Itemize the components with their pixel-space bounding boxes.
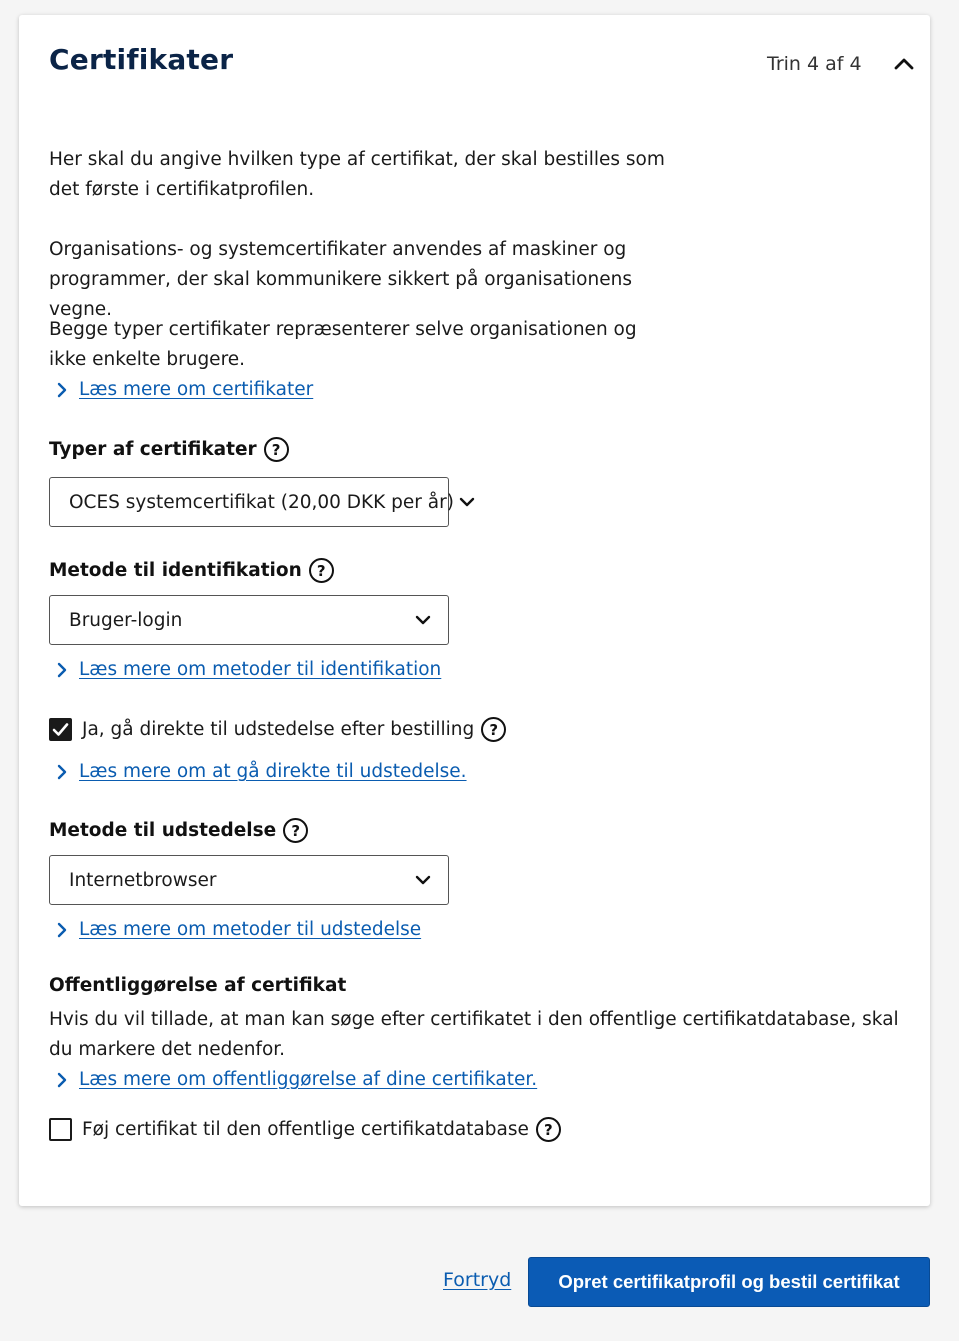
direct-issue-row <box>49 717 506 742</box>
chevron-right-icon <box>55 764 69 780</box>
cert-type-select[interactable] <box>49 477 454 527</box>
read-more-certificates-link[interactable]: Læs mere om certifikater <box>79 379 314 400</box>
ident-method-value: Bruger-login <box>69 609 183 631</box>
cert-type-value: OCES systemcertifikat (20,00 DKK per år) <box>69 491 454 513</box>
chevron-right-icon <box>55 382 69 398</box>
section-title: Certifikater <box>49 43 234 76</box>
issue-method-value: Internetbrowser <box>69 869 217 891</box>
help-icon[interactable]: ? <box>536 1117 561 1142</box>
direct-issue-label: Ja, gå direkte til udstedelse efter bestilling <box>82 719 475 740</box>
help-icon[interactable]: ? <box>264 437 289 462</box>
direct-issue-checkbox[interactable] <box>49 718 72 741</box>
intro-paragraph-2: Organisations- og systemcertifikater anvendes af maskiner og programmer, der skal kommunikere sikkert på organisationens vegne. <box>49 239 632 320</box>
cancel-link[interactable]: Fortryd <box>443 1269 512 1291</box>
chevron-right-icon <box>55 922 69 938</box>
ident-method-label: Metode til identifikation <box>49 560 302 581</box>
submit-button[interactable]: Opret certifikatprofil og bestil certifikat <box>528 1257 930 1307</box>
read-more-publication-link[interactable]: Læs mere om offentliggørelse af dine certifikater. <box>79 1069 538 1090</box>
issue-method-select[interactable] <box>49 855 449 905</box>
certificates-card <box>19 15 930 1206</box>
help-icon[interactable]: ? <box>481 717 506 742</box>
publication-checkbox[interactable] <box>49 1118 72 1141</box>
check-icon <box>52 722 69 737</box>
read-more-direct-issue-link[interactable]: Læs mere om at gå direkte til udstedelse. <box>79 761 467 782</box>
read-more-issue-method-link[interactable]: Læs mere om metoder til udstedelse <box>79 919 422 940</box>
intro-paragraph-1: Her skal du angive hvilken type af certifikat, der skal bestilles som det første i certifikatprofilen. <box>49 149 665 200</box>
read-more-ident-method <box>55 655 441 685</box>
chevron-right-icon <box>55 662 69 678</box>
read-more-ident-method-link[interactable]: Læs mere om metoder til identifikation <box>79 659 442 680</box>
publication-checkbox-label: Føj certifikat til den offentlige certifikatdatabase <box>82 1119 529 1140</box>
chevron-down-icon <box>414 613 432 627</box>
read-more-direct-issue <box>55 757 467 787</box>
chevron-down-icon <box>414 873 432 887</box>
intro-paragraph-3: Begge typer certifikater repræsenterer selve organisationen og ikke enkelte brugere. <box>49 319 637 370</box>
publication-row <box>49 1117 561 1142</box>
publication-text: Hvis du vil tillade, at man kan søge efter certifikatet i den offentlige certifikatdatabase, skal du markere det nedenfor. <box>49 1009 899 1060</box>
step-indicator: Trin 4 af 4 <box>767 53 862 75</box>
issue-method-label: Metode til udstedelse <box>49 820 277 841</box>
ident-method-select[interactable] <box>49 595 449 645</box>
chevron-up-icon <box>889 52 919 76</box>
read-more-publication <box>55 1065 537 1095</box>
issue-method-label-row <box>49 818 308 843</box>
help-icon[interactable]: ? <box>309 558 334 583</box>
collapse-button[interactable] <box>889 52 919 76</box>
cert-type-label-row <box>49 437 289 462</box>
cert-type-label: Typer af certifikater <box>49 439 257 460</box>
ident-method-label-row <box>49 558 334 583</box>
publication-heading: Offentliggørelse af certifikat <box>49 975 347 996</box>
read-more-issue-method <box>55 915 421 945</box>
help-icon[interactable]: ? <box>283 818 308 843</box>
chevron-down-icon <box>458 495 476 509</box>
chevron-right-icon <box>55 1072 69 1088</box>
read-more-certificates <box>55 375 313 405</box>
